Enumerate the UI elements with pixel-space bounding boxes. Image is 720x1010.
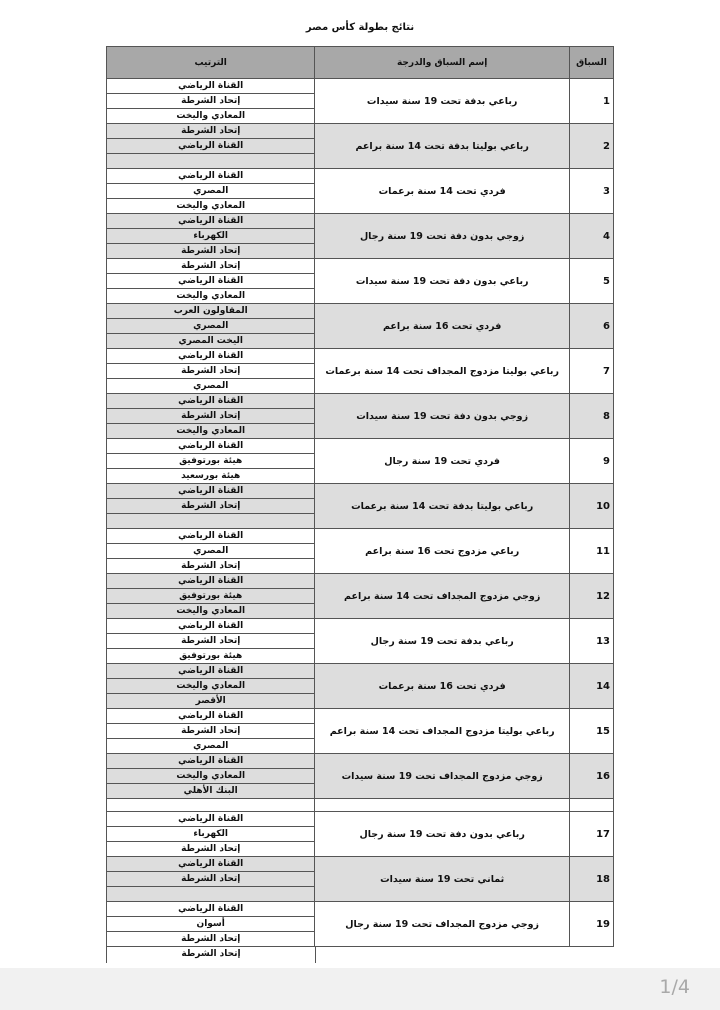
- rank-entry: القناة الرياضي: [107, 857, 314, 872]
- spacer-cell: [315, 799, 570, 812]
- rank-entry: المصري: [107, 184, 314, 199]
- race-number-cell: 19: [569, 902, 613, 947]
- trailing-rank: إتحاد الشرطة: [181, 949, 241, 959]
- table-row: [107, 259, 614, 304]
- race-number-cell: 2: [569, 124, 613, 169]
- race-name-cell: رباعي بدون دفة تحت 19 سنة رجال: [315, 812, 570, 857]
- rank-entry: القناة الرياضي: [107, 619, 314, 634]
- rank-entry: القناة الرياضي: [107, 349, 314, 364]
- rank-cell: [107, 857, 315, 902]
- race-number-cell: 3: [569, 169, 613, 214]
- race-name-cell: رباعي بدفة تحت 19 سنة رجال: [315, 619, 570, 664]
- table-header-row: [107, 47, 614, 79]
- rank-entry: المعادي واليخت: [107, 769, 314, 784]
- rank-entry: هيئة بورتوفيق: [107, 589, 314, 604]
- race-name-cell: رباعي بوليتا بدفة تحت 14 سنة برعمات: [315, 484, 570, 529]
- table-row: [107, 304, 614, 349]
- table-row: [107, 169, 614, 214]
- table-row: [107, 619, 614, 664]
- table-row: [107, 529, 614, 574]
- document-title: نتائج بطولة كأس مصر: [305, 22, 415, 33]
- rank-entry: القناة الرياضي: [107, 484, 314, 499]
- rank-entry: المعادي واليخت: [176, 426, 246, 436]
- rank-cell: [107, 394, 315, 439]
- rank-entry: إتحاد الشرطة: [181, 844, 241, 854]
- rank-entry: الكهرباء: [107, 827, 314, 842]
- table-row: [107, 902, 614, 947]
- race-name-cell: زوجي مزدوج المجداف تحت 19 سنة رجال: [315, 902, 570, 947]
- race-number-cell: 15: [569, 709, 613, 754]
- rank-entry: [107, 514, 314, 528]
- rank-entry: أسوان: [107, 917, 314, 932]
- race-number-cell: 18: [569, 857, 613, 902]
- rank-entry: إتحاد الشرطة: [181, 561, 241, 571]
- page-indicator: 1/4: [659, 976, 690, 998]
- race-name-cell: فردي تحت 16 سنة براعم: [315, 304, 570, 349]
- table-row: [107, 484, 614, 529]
- rank-entry: إتحاد الشرطة: [107, 724, 314, 739]
- table-row: [107, 349, 614, 394]
- race-name-cell: رباعي بدون دفة تحت 19 سنة سيدات: [315, 259, 570, 304]
- rank-entry: إتحاد الشرطة: [107, 872, 314, 887]
- rank-entry: القناة الرياضي: [107, 214, 314, 229]
- rank-entry: إتحاد الشرطة: [107, 259, 314, 274]
- rank-entry: هيئة بورتوفيق: [179, 651, 243, 661]
- race-number-cell: 6: [569, 304, 613, 349]
- race-name-cell: رباعي بوليتا مزدوج المجداف تحت 14 سنة براعم: [315, 709, 570, 754]
- race-number-cell: 16: [569, 754, 613, 799]
- race-name-cell: زوجي مزدوج المجداف تحت 19 سنة سيدات: [315, 754, 570, 799]
- race-number-cell: 10: [569, 484, 613, 529]
- results-table: [106, 46, 614, 947]
- race-name-cell: رباعي بدفة تحت 19 سنة سيدات: [315, 79, 570, 124]
- rank-entry: إتحاد الشرطة: [181, 246, 241, 256]
- race-name-cell: رباعي مزدوج تحت 16 سنة براعم: [315, 529, 570, 574]
- rank-cell: [107, 812, 315, 857]
- header-race-name: إسم السباق والدرجة: [315, 47, 570, 79]
- race-name-cell: فردي تحت 19 سنة رجال: [315, 439, 570, 484]
- race-number-cell: 17: [569, 812, 613, 857]
- trailing-rank-box: [106, 947, 316, 963]
- race-number-cell: 14: [569, 664, 613, 709]
- rank-entry: المصري: [107, 319, 314, 334]
- rank-entry: الكهرباء: [107, 229, 314, 244]
- rank-entry: القناة الرياضي: [107, 709, 314, 724]
- rank-cell: [107, 79, 315, 124]
- table-row: [107, 394, 614, 439]
- rank-entry: المعادي واليخت: [176, 201, 246, 211]
- race-name-cell: زوجي بدون دفة تحت 19 سنة رجال: [315, 214, 570, 259]
- race-number-cell: 12: [569, 574, 613, 619]
- table-row: [107, 79, 614, 124]
- race-name-cell: فردي تحت 14 سنة برعمات: [315, 169, 570, 214]
- race-number-cell: 7: [569, 349, 613, 394]
- rank-cell: [107, 709, 315, 754]
- rank-entry: إتحاد الشرطة: [181, 934, 241, 944]
- race-name-cell: رباعي بوليتا مزدوج المجداف تحت 14 سنة برعمات: [315, 349, 570, 394]
- rank-entry: المعادي واليخت: [176, 291, 246, 301]
- rank-entry: القناة الرياضي: [107, 574, 314, 589]
- rank-entry: القناة الرياضي: [107, 754, 314, 769]
- race-number-cell: 13: [569, 619, 613, 664]
- rank-entry: هيئة بورسعيد: [181, 471, 241, 481]
- rank-entry: المقاولون العرب: [107, 304, 314, 319]
- rank-cell: [107, 902, 315, 947]
- race-name-cell: ثماني تحت 19 سنة سيدات: [315, 857, 570, 902]
- race-number-cell: 9: [569, 439, 613, 484]
- rank-cell: [107, 664, 315, 709]
- rank-entry: القناة الرياضي: [107, 394, 314, 409]
- rank-entry: المصري: [107, 544, 314, 559]
- results-body: [107, 79, 614, 947]
- rank-entry: اليخت المصري: [178, 336, 243, 346]
- table-row: [107, 709, 614, 754]
- rank-entry: [107, 154, 314, 168]
- rank-cell: [107, 619, 315, 664]
- table-row: [107, 857, 614, 902]
- spacer-row: [107, 799, 614, 812]
- rank-entry: إتحاد الشرطة: [107, 409, 314, 424]
- rank-cell: [107, 304, 315, 349]
- rank-cell: [107, 124, 315, 169]
- rank-entry: المصري: [193, 381, 229, 391]
- rank-cell: [107, 754, 315, 799]
- rank-entry: المعادي واليخت: [176, 111, 246, 121]
- table-row: [107, 214, 614, 259]
- header-race-number: السباق: [569, 47, 613, 79]
- rank-entry: القناة الرياضي: [107, 274, 314, 289]
- race-name-cell: زوجي بدون دفة تحت 19 سنة سيدات: [315, 394, 570, 439]
- spacer-cell: [569, 799, 613, 812]
- rank-entry: القناة الرياضي: [107, 529, 314, 544]
- rank-entry: القناة الرياضي: [107, 902, 314, 917]
- rank-entry: المعادي واليخت: [107, 679, 314, 694]
- rank-cell: [107, 214, 315, 259]
- rank-entry: القناة الرياضي: [107, 812, 314, 827]
- rank-entry: إتحاد الشرطة: [107, 634, 314, 649]
- rank-entry: القناة الرياضي: [107, 169, 314, 184]
- table-row: [107, 812, 614, 857]
- table-row: [107, 664, 614, 709]
- table-row: [107, 574, 614, 619]
- race-name-cell: فردي تحت 16 سنة برعمات: [315, 664, 570, 709]
- race-name-cell: زوجي مزدوج المجداف تحت 14 سنة براعم: [315, 574, 570, 619]
- rank-cell: [107, 349, 315, 394]
- rank-entry: إتحاد الشرطة: [107, 499, 314, 514]
- race-number-cell: 8: [569, 394, 613, 439]
- race-number-cell: 1: [569, 79, 613, 124]
- rank-entry: القناة الرياضي: [107, 139, 314, 154]
- spacer-cell: [107, 799, 315, 812]
- rank-entry: المعادي واليخت: [176, 606, 246, 616]
- rank-entry: البنك الأهلي: [183, 786, 238, 796]
- rank-cell: [107, 259, 315, 304]
- rank-cell: [107, 484, 315, 529]
- race-number-cell: 11: [569, 529, 613, 574]
- rank-cell: [107, 169, 315, 214]
- rank-entry: المصري: [193, 741, 229, 751]
- race-number-cell: 5: [569, 259, 613, 304]
- table-row: [107, 439, 614, 484]
- rank-entry: القناة الرياضي: [107, 664, 314, 679]
- rank-entry: القناة الرياضي: [107, 79, 314, 94]
- race-name-cell: رباعي بوليتا بدفة تحت 14 سنة براعم: [315, 124, 570, 169]
- rank-entry: إتحاد الشرطة: [107, 94, 314, 109]
- rank-entry: هيئة بورتوفيق: [107, 454, 314, 469]
- rank-entry: إتحاد الشرطة: [107, 364, 314, 379]
- race-number-cell: 4: [569, 214, 613, 259]
- rank-entry: [107, 887, 314, 901]
- rank-entry: القناة الرياضي: [107, 439, 314, 454]
- table-row: [107, 754, 614, 799]
- table-row: [107, 124, 614, 169]
- rank-entry: الأقصر: [195, 696, 226, 706]
- header-rank: الترتيب: [107, 47, 315, 79]
- rank-entry: إتحاد الشرطة: [107, 124, 314, 139]
- rank-cell: [107, 574, 315, 619]
- rank-cell: [107, 529, 315, 574]
- rank-cell: [107, 439, 315, 484]
